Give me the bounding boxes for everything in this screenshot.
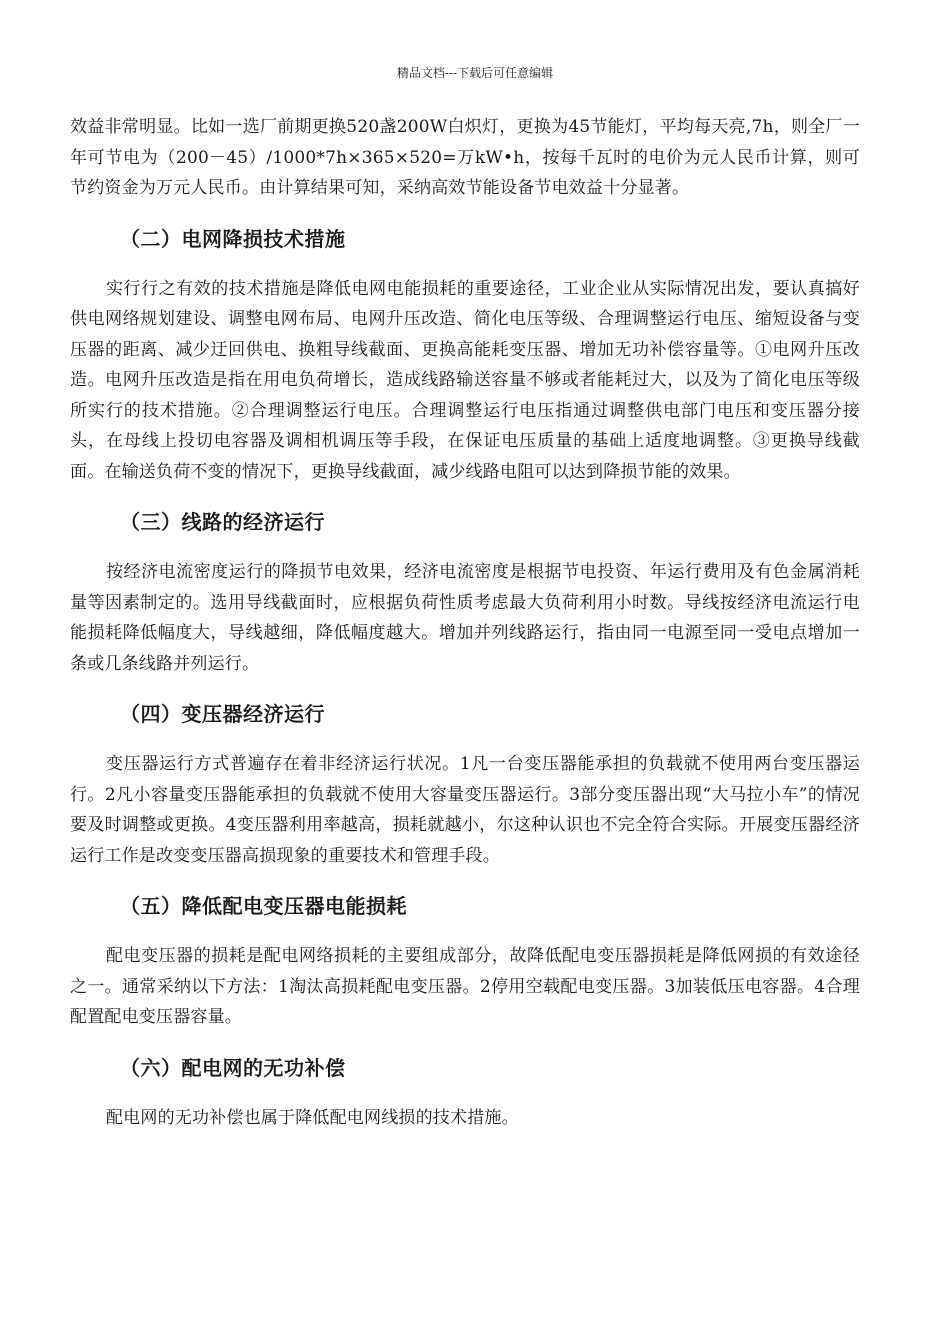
page-header: 精品文档---下载后可任意编辑	[396, 66, 554, 80]
section-heading-6: （六）配电网的无功补偿	[120, 1055, 346, 1080]
document-body	[70, 112, 860, 1133]
section-paragraph-3: 按经济电流密度运行的降损节电效果，经济电流密度是根据节电投资、年运行费用及有色金属消耗量等因素制定的。选用导线截面时，应根据负荷性质考虑最大负荷利用小时数。导线按经济电流运行电能损耗降低幅度大，导线越细，降低幅度越大。增加并列线路运行，指由同一电源至同一受电点增加一条或几条线路并列运行。	[70, 562, 860, 674]
section-paragraph-5: 配电变压器的损耗是配电网络损耗的主要组成部分，故降低配电变压器损耗是降低网损的有效途径之一。通常采纳以下方法：1淘汰高损耗配电变压器。2停用空载配电变压器。3加装低压电容器。4合理配置配电变压器容量。	[70, 946, 860, 1027]
section-heading-2: （二）电网降损技术措施	[120, 226, 346, 251]
section-paragraph-4: 变压器运行方式普遍存在着非经济运行状况。1凡一台变压器能承担的负载就不使用两台变压器运行。2凡小容量变压器能承担的负载就不使用大容量变压器运行。3部分变压器出现“大马拉小车”的情况要及时调整或更换。4变压器利用率越高，损耗就越小，尔这种认识也不完全符合实际。开展变压器经济运行工作是改变变压器高损现象的重要技术和管理手段。	[70, 754, 860, 866]
section-paragraph-2: 实行行之有效的技术措施是降低电网电能损耗的重要途径，工业企业从实际情况出发，要认真搞好供电网络规划建设、调整电网布局、电网升压改造、简化电压等级、合理调整运行电压、缩短设备与变压器的距离、减少迂回供电、换粗导线截面、更换高能耗变压器、增加无功补偿容量等。①电网升压改造。电网升压改造是指在用电负荷增长，造成线路输送容量不够或者能耗过大，以及为了简化电压等级所实行的技术措施。②合理调整运行电压。合理调整运行电压指通过调整供电部门电压和变压器分接头，在母线上投切电容器及调相机调压等手段，在保证电压质量的基础上适度地调整。③更换导线截面。在输送负荷不变的情况下，更换导线截面，减少线路电阻可以达到降损节能的效果。	[70, 278, 860, 482]
intro-paragraph: 效益非常明显。比如一选厂前期更换520盏200W白炽灯，更换为45节能灯，平均每天亮,7h，则全厂一年可节电为（200－45）/1000*7h×365×520=万kW•h，按每千瓦时的电价为元人民币计算，则可节约资金为万元人民币。由计算结果可知，采纳高效节能设备节电效益十分显著。	[70, 117, 860, 198]
section-heading-4: （四）变压器经济运行	[120, 702, 325, 726]
section-heading-3: （三）线路的经济运行	[120, 510, 325, 534]
section-heading-5: （五）降低配电变压器电能损耗	[120, 894, 407, 918]
section-paragraph-6: 配电网的无功补偿也属于降低配电网线损的技术措施。	[106, 1107, 519, 1128]
